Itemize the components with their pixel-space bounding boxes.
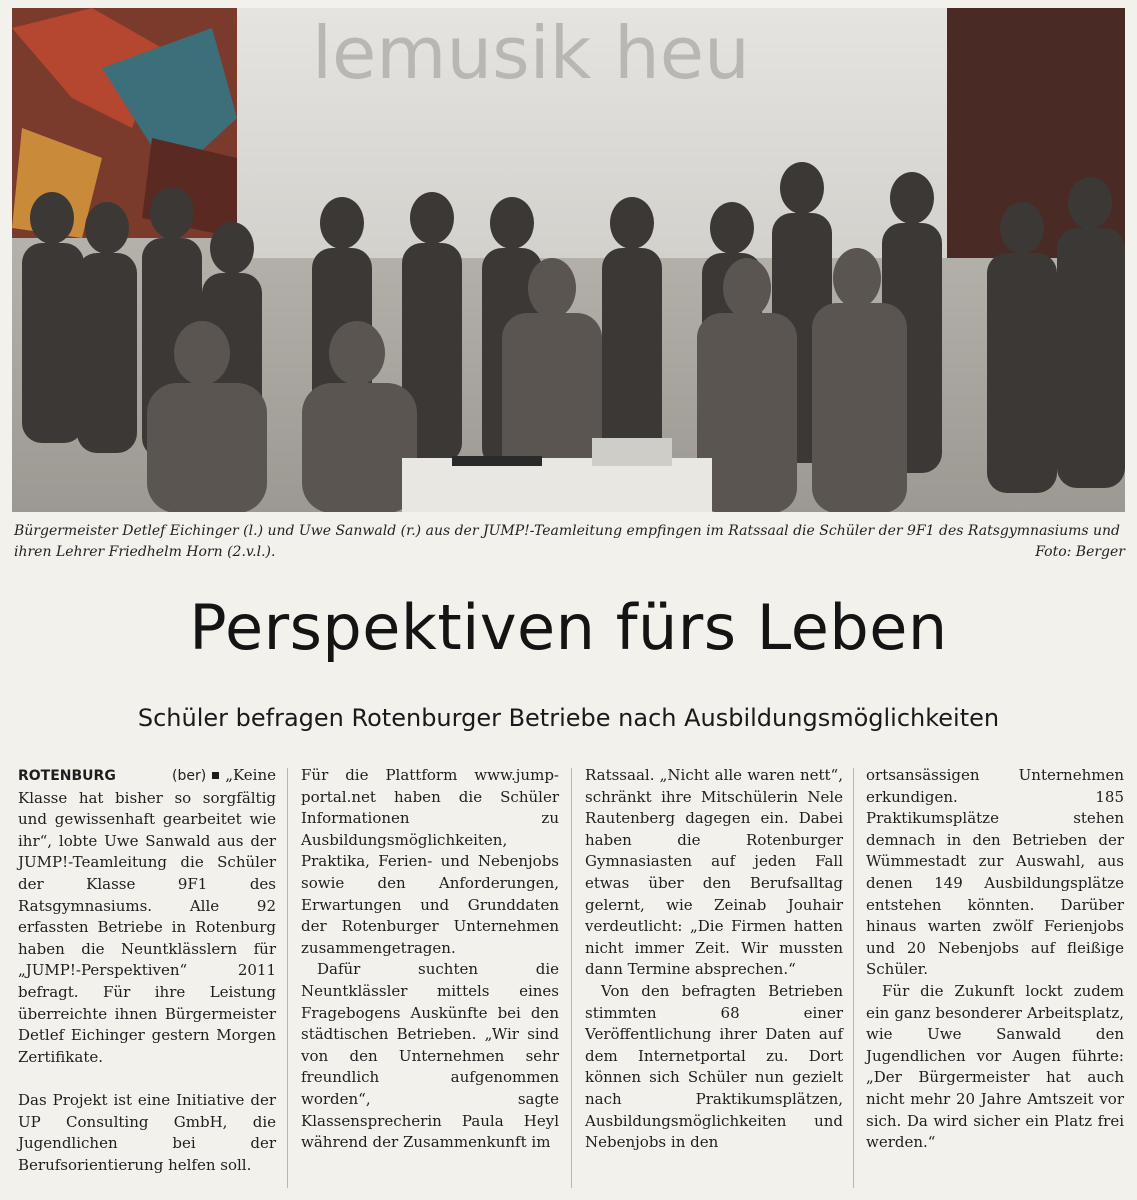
svg-text:lemusik heu: lemusik heu (312, 11, 750, 95)
article-paragraph: ROTENBURG (ber) „Keine Klasse hat bisher so sorgfältig und gewissenhaft gearbeitet wie ihr“, lobte Uwe Sanwald aus der JUMP!-Teamleitung die Schüler der Klasse 9F1 des Ratsgymnasiums. Alle 92 erfassten Betriebe in Rotenburg haben die Neuntklässlern für „JUMP!-Perspektiven“ 2011 befragt. Für ihre Leistung überreichte ihnen Bürgermeister Detlef Eichinger gestern Morgen Zertifikate. (18, 766, 276, 1066)
article-paragraph: Für die Zukunft lockt zudem ein ganz besonderer Arbeitsplatz, wie Uwe Sanwald den Jugendlichen vor Augen führte: „Der Bürgermeister hat auch nicht mehr 20 Jahre Amtszeit vor sich. Da wird sicher ein Platz frei werden.“ (866, 981, 1124, 1152)
article-paragraph: Für die Plattform www.jump-portal.net haben die Schüler Informationen zu Ausbildungsmöglichkeiten, Praktika, Ferien- und Nebenjobs sowie den Anforderungen, Erwartungen und Grunddaten der Rotenburger Unternehmen zusammengetragen. (301, 766, 559, 957)
article-column-2 (301, 765, 559, 1154)
column-divider (853, 768, 854, 1188)
article-column-1 (18, 765, 276, 1176)
headline: Perspektiven fürs Leben (189, 591, 948, 664)
photo-caption (14, 521, 1125, 563)
column-divider (571, 768, 572, 1188)
article-paragraph: Von den befragten Betrieben stimmten 68 einer Veröffentlichung ihrer Daten auf dem Internetportal zu. Dort können sich Schüler nun gezielt nach Praktikumsplätzen, Ausbildungsmöglichkeiten und Nebenjobs in den (585, 981, 843, 1152)
author: (ber) (172, 768, 207, 784)
article-column-4 (866, 765, 1124, 1154)
dateline: ROTENBURG (18, 768, 116, 784)
article-column-3 (585, 765, 843, 1154)
subheadline: Schüler befragen Rotenburger Betriebe nach Ausbildungsmöglichkeiten (137, 704, 1000, 732)
article-paragraph: Dafür suchten die Neuntklässler mittels eines Fragebogens Auskünfte bei den städtischen Betrieben. „Wir sind von den Unternehmen sehr freundlich aufgenommen worden“, sagte Klassensprecherin Paula Heyl während der Zusammenkunft im (301, 960, 559, 1152)
article-paragraph: Das Projekt ist eine Initiative der UP Consulting GmbH, die Jugendlichen bei der Berufsorientierung helfen soll. (18, 1090, 276, 1174)
caption-text: Bürgermeister Detlef Eichinger (l.) und Uwe Sanwald (r.) aus der JUMP!-Teamleitung empfingen im Ratssaal die Schüler der 9F1 des Ratsgymnasiums und ihren Lehrer Friedhelm Horn (2.v.l.). (14, 523, 1121, 560)
column-divider (287, 768, 288, 1188)
bullet-icon (212, 772, 219, 779)
group-photo-icon (12, 8, 1125, 512)
article-paragraph: ortsansässigen Unternehmen erkundigen. 185 Praktikumsplätze stehen demnach in den Betrieben der Wümmestadt zur Auswahl, aus denen 149 Ausbildungsplätze entstehen könnten. Darüber hinaus warten zwölf Ferienjobs und 20 Nebenjobs auf fleißige Schüler. (866, 766, 1124, 979)
photo-credit: Foto: Berger (1035, 544, 1125, 560)
group-photo (12, 8, 1125, 512)
article-paragraph: Ratssaal. „Nicht alle waren nett“, schränkt ihre Mitschülerin Nele Rautenberg dagegen ein. Dabei haben die Rotenburger Gymnasiasten auf jeden Fall etwas über den Berufsalltag gelernt, wie Zeinab Jouhair verdeutlicht: „Die Firmen hatten nicht immer Zeit. Wir mussten dann Termine absprechen.“ (585, 766, 843, 979)
